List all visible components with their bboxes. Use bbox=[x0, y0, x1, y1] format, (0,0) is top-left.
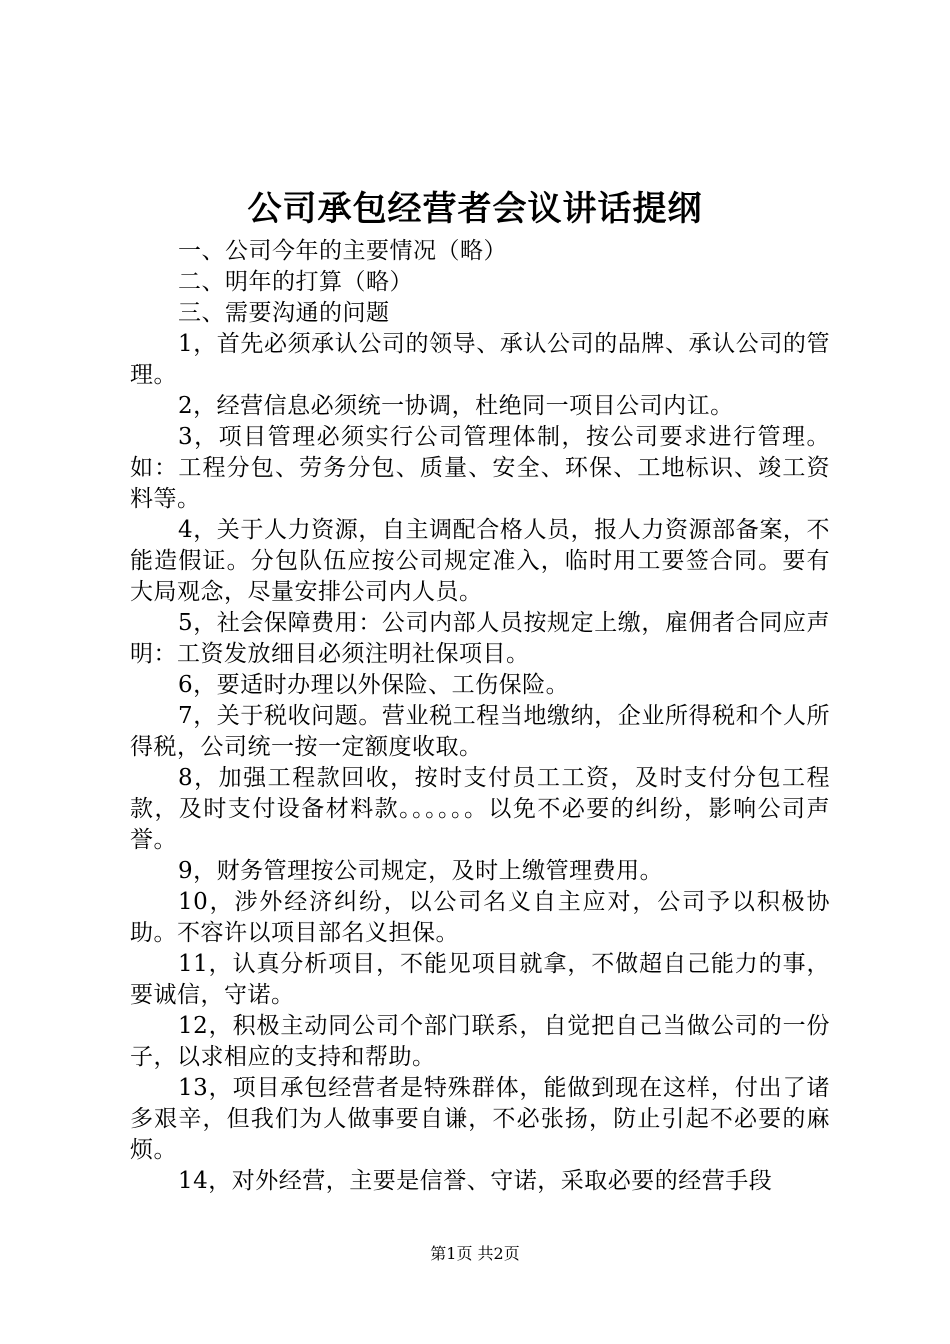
paragraph: 二、明年的打算（略） bbox=[178, 269, 413, 295]
paragraph: 6，要适时办理以外保险、工伤保险。 bbox=[178, 672, 570, 698]
paragraph: 11，认真分析项目，不能见项目就拿，不做超自己能力的事，要诚信，守诺。 bbox=[130, 951, 830, 1008]
paragraph: 10，涉外经济纠纷，以公司名义自主应对，公司予以积极协助。不容许以项目部名义担保。 bbox=[130, 889, 830, 946]
paragraph: 4，关于人力资源，自主调配合格人员，报人力资源部备案，不能造假证。分包队伍应按公司规定准入，临时用工要签合同。要有大局观念，尽量安排公司内人员。 bbox=[130, 517, 830, 605]
paragraph: 2，经营信息必须统一协调，杜绝同一项目公司内讧。 bbox=[178, 393, 734, 419]
paragraph: 3，项目管理必须实行公司管理体制，按公司要求进行管理。如：工程分包、劳务分包、质量、安全、环保、工地标识、竣工资料等。 bbox=[130, 424, 830, 512]
paragraph: 5，社会保障费用：公司内部人员按规定上缴，雇佣者合同应声明：工资发放细目必须注明社保项目。 bbox=[130, 610, 830, 667]
document-title: 公司承包经营者会议讲话提纲 bbox=[247, 189, 703, 229]
paragraph: 一、公司今年的主要情况（略） bbox=[178, 238, 507, 264]
page-number: 第1页 共2页 bbox=[430, 1244, 520, 1263]
paragraph: 9，财务管理按公司规定，及时上缴管理费用。 bbox=[178, 858, 664, 884]
paragraph: 14，对外经营，主要是信誉、守诺，采取必要的经营手段 bbox=[178, 1168, 773, 1194]
paragraph: 三、需要沟通的问题 bbox=[178, 300, 390, 326]
paragraph: 13，项目承包经营者是特殊群体，能做到现在这样，付出了诸多艰辛，但我们为人做事要自谦，不必张扬，防止引起不必要的麻烦。 bbox=[130, 1075, 830, 1163]
paragraph: 12，积极主动同公司个部门联系，自觉把自己当做公司的一份子，以求相应的支持和帮助。 bbox=[130, 1013, 830, 1070]
document-body bbox=[130, 236, 830, 1197]
paragraph: 1，首先必须承认公司的领导、承认公司的品牌、承认公司的管理。 bbox=[130, 331, 830, 388]
paragraph: 8，加强工程款回收，按时支付员工工资，及时支付分包工程款，及时支付设备材料款。。。。。。以免不必要的纠纷，影响公司声誉。 bbox=[130, 765, 830, 853]
paragraph: 7，关于税收问题。营业税工程当地缴纳，企业所得税和个人所得税，公司统一按一定额度收取。 bbox=[130, 703, 830, 760]
